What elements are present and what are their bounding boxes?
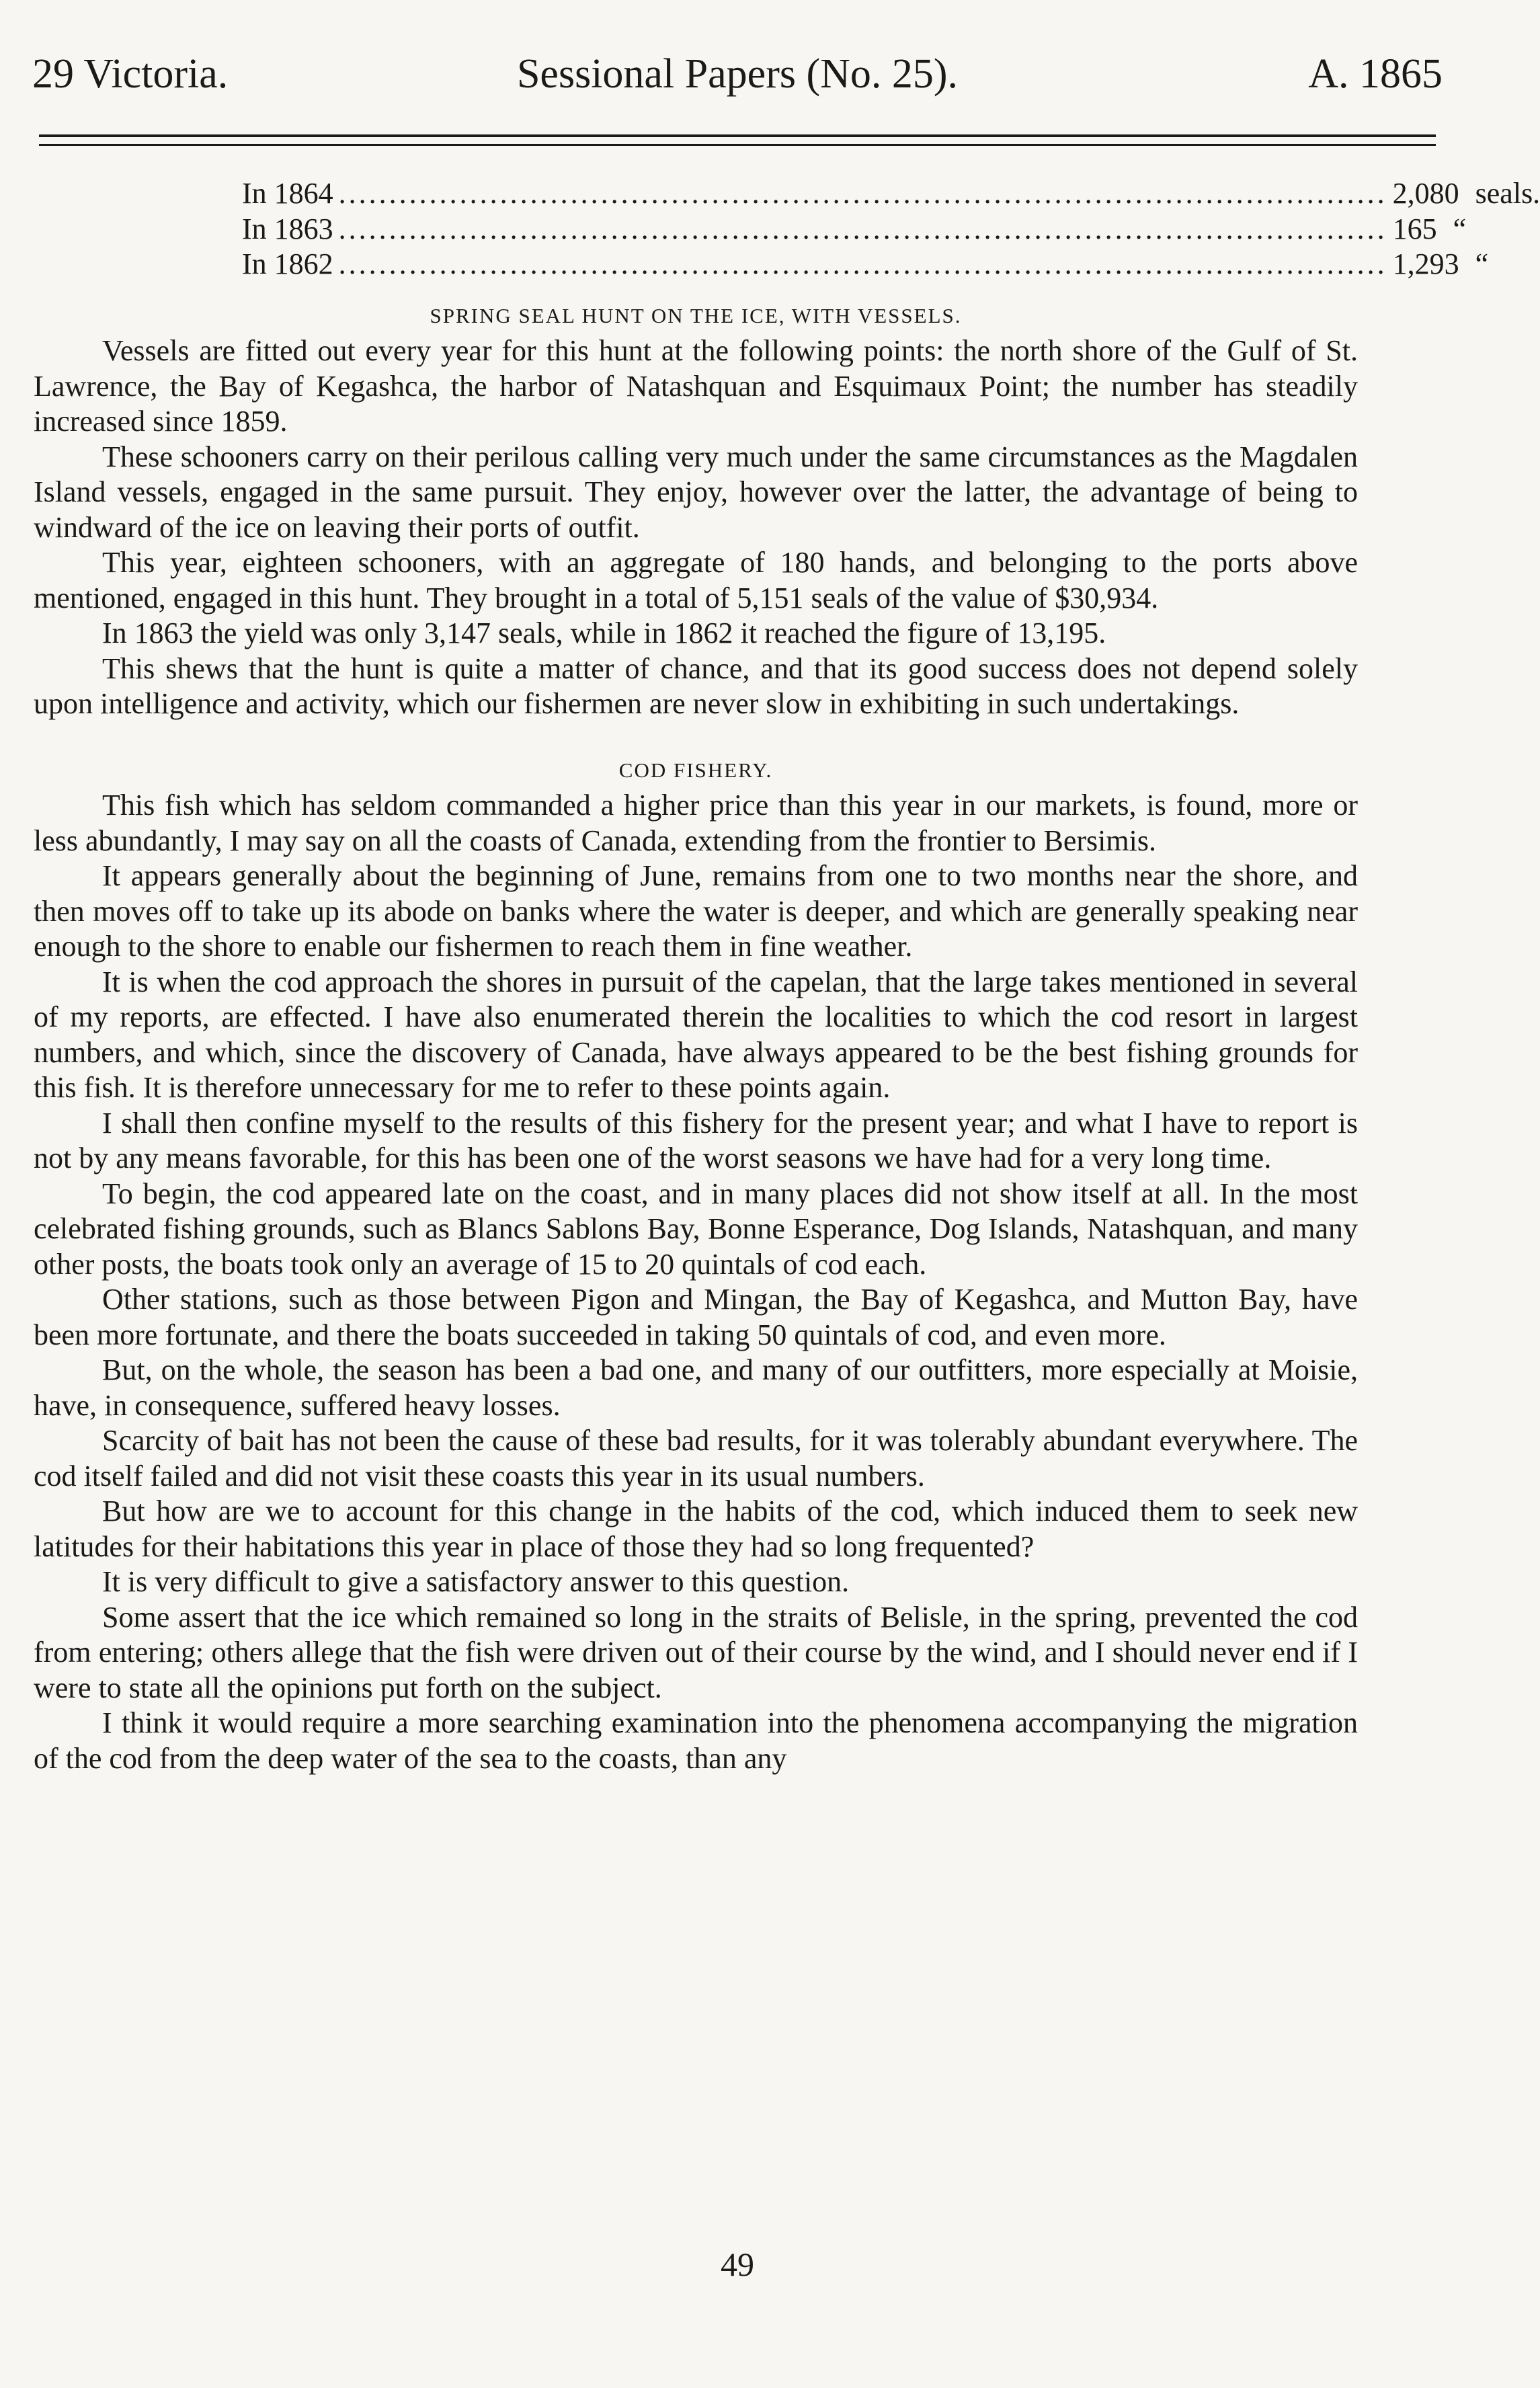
page-body — [34, 176, 1540, 1776]
stat-value: 165 — [1392, 212, 1437, 245]
stat-value: 1,293 — [1392, 247, 1459, 280]
paragraph: I think it would require a more searching examination into the phenomena accompanying the migration of the cod from the deep water of the sea to the coasts, than any — [34, 1706, 1358, 1775]
dot-leader: ........................................................................................................ — [338, 212, 1387, 245]
dot-leader: ........................................................................................................ — [338, 247, 1387, 280]
paragraph: Other stations, such as those between Pigon and Mingan, the Bay of Kegashca, and Mutton Bay, have been more fortunate, and there the boats succeeded in taking 50 quintals of cod, and even more. — [34, 1283, 1358, 1351]
dot-leader: ........................................................................................................ — [338, 177, 1387, 210]
paragraph: It is very difficult to give a satisfactory answer to this question. — [102, 1565, 850, 1598]
paragraph: These schooners carry on their perilous calling very much under the same circumstances as the Magdalen Island vessels, engaged in the same pursuit. They enjoy, however over the latter, the advantage of being to windward of the ice on leaving their ports of outfit. — [34, 440, 1358, 544]
header-rule-top — [39, 134, 1436, 137]
stat-unit: “ — [1453, 212, 1467, 245]
paragraph: To begin, the cod appeared late on the coast, and in many places did not show itself at all. In the most celebrated fishing grounds, such as Blancs Sablons Bay, Bonne Esperance, Dog Islands, Natashquan, and many other posts, the boats took only an average of 15 to 20 quintals of cod each. — [34, 1177, 1358, 1281]
header-rule-bottom — [39, 144, 1436, 146]
paragraph: Scarcity of bait has not been the cause of these bad results, for it was tolerably abundant everywhere. The cod itself failed and did not visit these coasts this year in its usual numbers. — [34, 1424, 1358, 1492]
stat-unit: “ — [1475, 247, 1489, 280]
table-row — [242, 212, 1467, 247]
page-number: 49 — [721, 2245, 754, 2283]
paragraph: But, on the whole, the season has been a bad one, and many of our outfitters, more especially at Moisie, have, in consequence, suffered heavy losses. — [34, 1353, 1358, 1422]
page-header — [32, 40, 1443, 108]
section-heading-seal-hunt: SPRING SEAL HUNT ON THE ICE, WITH VESSELS. — [430, 303, 962, 327]
header-year: A. 1865 — [1308, 51, 1443, 97]
paragraph: This year, eighteen schooners, with an aggregate of 180 hands, and belonging to the ports above mentioned, engaged in this hunt. They brought in a total of 5,151 seals of the value of $30,934. — [34, 546, 1358, 614]
paragraph: This shews that the hunt is quite a matter of chance, and that its good success does not depend solely upon intelligence and activity, which our fishermen are never slow in exhibiting in such undertakings. — [34, 651, 1358, 720]
stat-unit: seals. — [1475, 177, 1540, 210]
seal-yield-table — [242, 176, 1540, 282]
stat-value: 2,080 — [1392, 177, 1459, 210]
paragraph: But how are we to account for this change in the habits of the cod, which induced them to seek new latitudes for their habitations this year in place of those they had so long frequented? — [34, 1495, 1358, 1563]
header-volume: 29 Victoria. — [32, 51, 229, 97]
stat-year: In 1863 — [242, 212, 333, 245]
paragraph: It appears generally about the beginning of June, remains from one to two months near the shore, and then moves off to take up its abode on banks where the water is deeper, and which are generally speaking near enough to the shore to enable our fishermen to reach them in fine weather. — [34, 859, 1358, 963]
paragraph: It is when the cod approach the shores in pursuit of the capelan, that the large takes mentioned in several of my reports, are effected. I have also enumerated therein the localities to which the cod resort in largest numbers, and which, since the discovery of Canada, have always appeared to be the best fishing grounds for this fish. It is therefore unnecessary for me to refer to these points again. — [34, 965, 1358, 1104]
section-heading-cod-fishery: COD FISHERY. — [618, 758, 773, 782]
paragraph: Some assert that the ice which remained so long in the straits of Belisle, in the spring, prevented the cod from entering; others allege that the fish were driven out of their course by the wind, and I should never end if I were to state all the opinions put forth on the subject. — [34, 1600, 1358, 1704]
paragraph: In 1863 the yield was only 3,147 seals, while in 1862 it reached the figure of 13,195. — [102, 616, 1106, 649]
stat-year: In 1864 — [242, 177, 333, 210]
paragraph: Vessels are fitted out every year for this hunt at the following points: the north shore of the Gulf of St. Lawrence, the Bay of Kegashca, the harbor of Natashquan and Esquimaux Point; the number has steadily increased since 1859. — [34, 334, 1358, 438]
stat-year: In 1862 — [242, 247, 333, 280]
table-row — [242, 176, 1540, 212]
table-row — [242, 247, 1489, 282]
paragraph: I shall then confine myself to the results of this fishery for the present year; and what I have to report is not by any means favorable, for this has been one of the worst seasons we have had for a very long time. — [34, 1106, 1358, 1175]
header-title: Sessional Papers (No. 25). — [516, 51, 959, 97]
paragraph: This fish which has seldom commanded a higher price than this year in our markets, is found, more or less abundantly, I may say on all the coasts of Canada, extending from the frontier to Bersimis. — [34, 789, 1358, 857]
